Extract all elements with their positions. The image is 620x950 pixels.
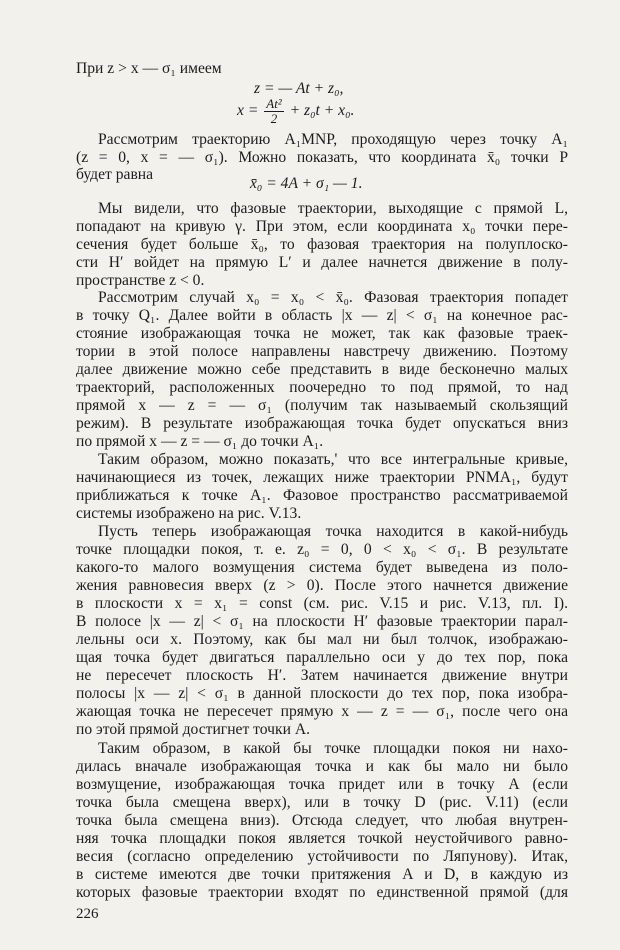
text-line: сти H′ войдет на прямую L′ и далее начнется движение в полу- — [76, 254, 568, 271]
text-line: не пересечет плоскость H′. Затем начинается движение внутри — [76, 667, 568, 684]
equation-x-lhs: x = — [237, 102, 259, 120]
text-line: (z = 0, x = — σ₁). Можно показать, что координата x̄₀ точки P — [76, 149, 568, 166]
text-line: лельны оси x. Поэтому, как бы мал ни был толчок, изображаю- — [76, 631, 568, 648]
text-line: Таким образом, в какой бы точке площадки покоя ни нахо- — [98, 740, 568, 757]
text-line: возмущение, изображающая точка придет или в точку A (если — [76, 776, 568, 793]
text-line: далее движение можно себе представить в виде бесконечно малых — [76, 361, 568, 378]
text-line: Рассмотрим случай x₀ = x₀ < x̄₀. Фазовая траектория попадет — [98, 289, 568, 306]
text-line: точке площадки покоя, т. е. z₀ = 0, 0 < x₀ < σ₁. В результате — [76, 541, 568, 558]
equation-x0bar: x̄₀ = 4A + σ₁ — 1. — [250, 175, 363, 192]
equation-x — [237, 97, 354, 126]
text-line: точка была смещена вниз). Отсюда следует, что любая внутрен- — [76, 812, 568, 829]
text-line: тории в этой полосе направлены навстречу движению. Поэтому — [76, 343, 568, 360]
text-line: в плоскости x = x₁ = const (см. рис. V.15 и рис. V.13, пл. I). — [76, 595, 568, 612]
text-line: которых фазовые траектории входят по единственной прямой (для — [76, 884, 568, 901]
text-line: по прямой x — z = — σ₁ до точки A₁. — [76, 433, 324, 450]
text-line: попадают на кривую γ. При этом, если координата x₀ точки пере- — [76, 218, 568, 235]
text-line: весия (согласно определению устойчивости по Ляпунову). Итак, — [76, 848, 568, 865]
text-line: дилась вначале изображающая точка и как бы мало ни было — [76, 758, 568, 775]
equation-x-numerator: At² — [266, 96, 282, 111]
text-line: в точку Q₁. Далее войти в область |x — z| < σ₁ на конечное рас- — [76, 307, 568, 324]
text-line: жения равновесия вверх (z > 0). После этого начнется движение — [76, 577, 568, 594]
equation-x-rhs: + z₀t + x₀. — [289, 102, 355, 120]
text-line: траекторий, расположенных поочередно то под прямой, то над — [76, 379, 568, 396]
text-line: стояние изображающая точка не может, так как фазовые траек- — [76, 325, 568, 342]
text-line: жающая точка не пересечет прямую x — z = — σ₁, после чего она — [76, 703, 568, 720]
text-line: начинающиеся из точек, лежащих ниже траектории PNMA₁, будут — [76, 469, 568, 486]
equation-x-fraction — [264, 97, 283, 126]
text-line: Рассмотрим траекторию A₁MNP, проходящую через точку A₁ — [98, 131, 568, 148]
page-number: 226 — [76, 906, 99, 922]
text-line: прямой x — z = — σ₁ (получим так называемый скользящий — [76, 397, 568, 414]
text-line: приближаться к точке A₁. Фазовое пространство рассматриваемой — [76, 487, 568, 504]
text-line: Мы видели, что фазовые траектории, выходящие с прямой L, — [98, 200, 568, 217]
text-line: по этой прямой достигнет точки A. — [76, 721, 311, 738]
text-line: полосы |x — z| < σ₁ в данной плоскости до тех пор, пока изобра- — [76, 685, 568, 702]
text-line: какого-то малого возмущения система будет выведена из поло- — [76, 559, 568, 576]
text-line: няя точка площадки покоя является точкой неустойчивого равно- — [76, 830, 568, 847]
equation-z: z = — At + z₀, — [254, 80, 344, 97]
text-line: Пусть теперь изображающая точка находится в какой-нибудь — [98, 523, 568, 540]
equation-x-denominator: 2 — [270, 111, 278, 126]
text-line: В полосе |x — z| < σ₁ на плоскости H′ фазовые траектории парал- — [76, 613, 568, 630]
text-line: точка была смещена вверх), или в точку D (рис. V.11) (если — [76, 794, 568, 811]
text-line: системы изображено на рис. V.13. — [76, 505, 302, 522]
text-line: в системе имеются две точки притяжения A и D, в каждую из — [76, 866, 568, 883]
text-line: щая точка будет двигаться параллельно оси y до тех пор, пока — [76, 649, 568, 666]
text-line: Таким образом, можно показать,' что все интегральные кривые, — [98, 451, 568, 468]
text-line: будет равна — [76, 166, 154, 183]
intro-line: При z > x — σ₁ имеем — [76, 60, 222, 77]
text-line: сечения будет больше x̄₀, то фазовая траектория на полуплоско- — [76, 236, 568, 253]
text-line: режим). В результате изображающая точка будет опускаться вниз — [76, 415, 568, 432]
text-line: пространстве z < 0. — [76, 272, 205, 289]
